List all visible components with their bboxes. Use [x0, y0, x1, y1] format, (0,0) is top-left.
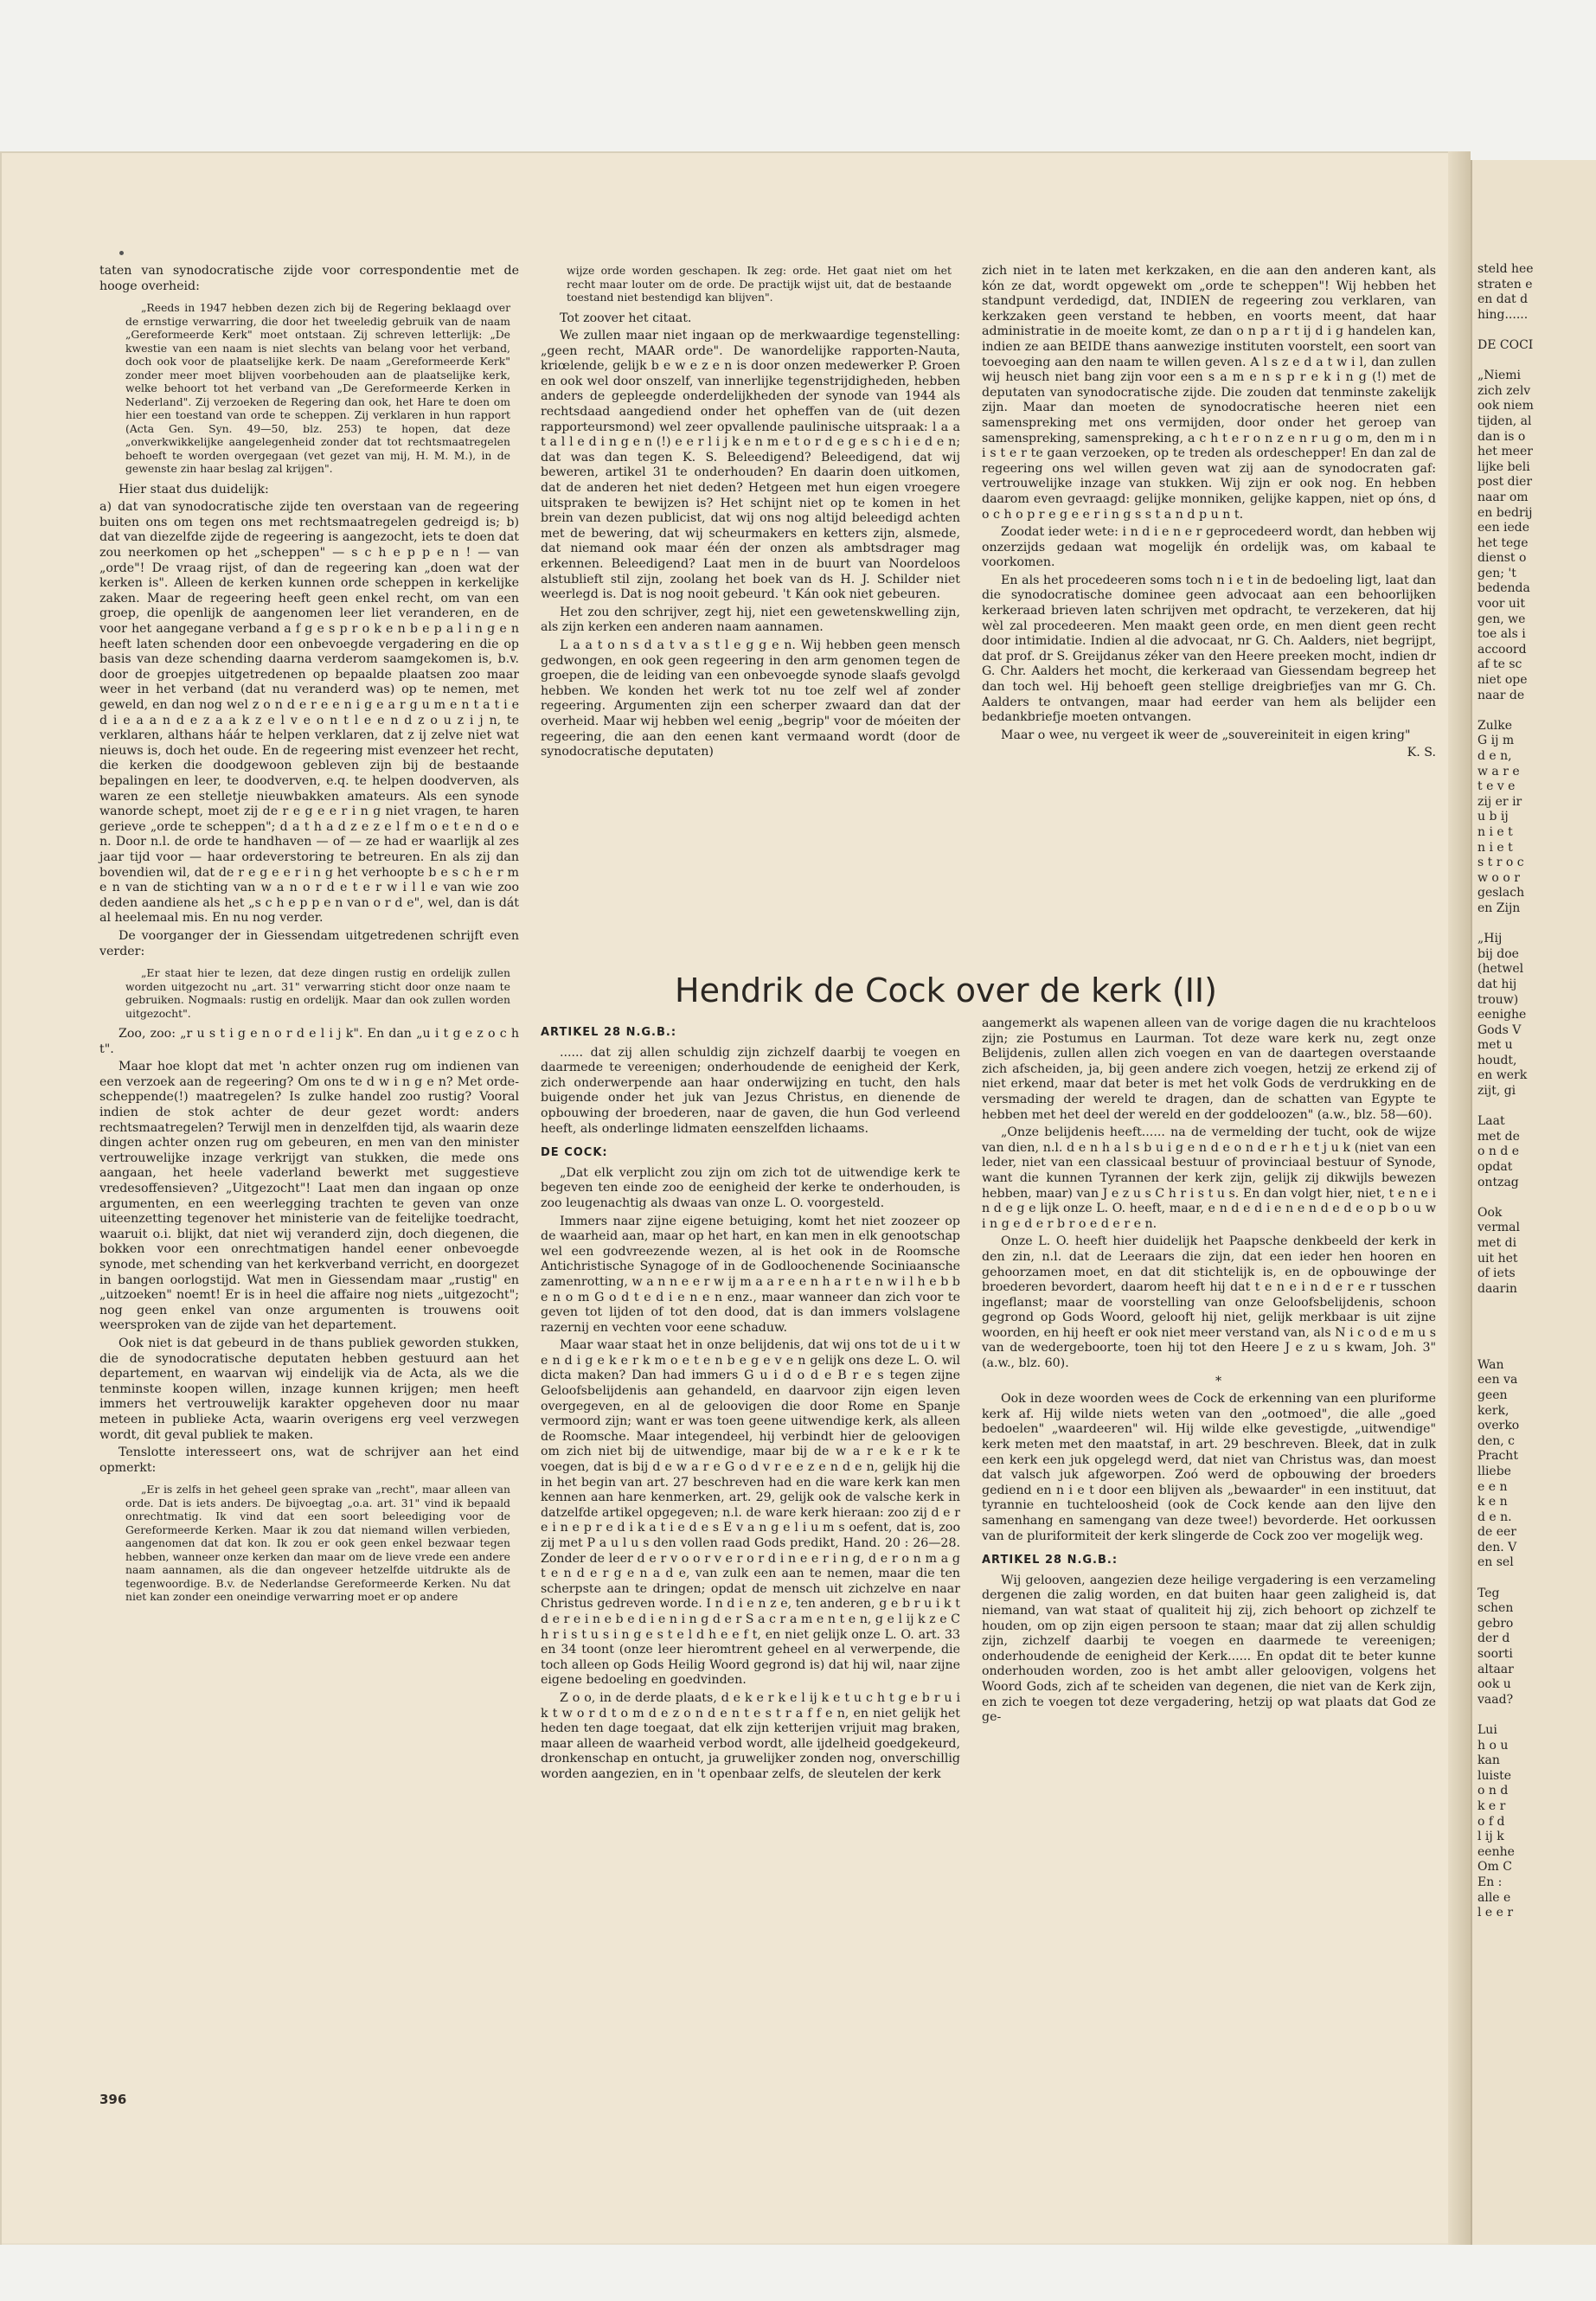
adjacent-page-line: een iede	[1477, 521, 1530, 535]
adjacent-page-line: met di	[1477, 1236, 1517, 1250]
adjacent-page-line: Laat	[1477, 1114, 1505, 1129]
adjacent-page-line: trouw)	[1477, 992, 1519, 1007]
adjacent-page-line: gen; 't	[1477, 566, 1516, 580]
adjacent-page-line: en dat d	[1477, 292, 1529, 307]
adjacent-page-line: „Niemi	[1477, 369, 1522, 383]
adjacent-page-line: kerk,	[1477, 1403, 1509, 1418]
adjacent-page-line: ontzag	[1477, 1175, 1519, 1189]
adjacent-page-line: lijke beli	[1477, 459, 1530, 474]
col2-p3: Het zou den schrijver, zegt hij, niet een gewetenskwelling zijn, als zijn kerken een anderen naam aannamen.	[541, 605, 960, 635]
adjacent-page-line: af te sc	[1477, 657, 1522, 672]
col3b-p2: „Onze belijdenis heeft...... na de vermelding der tucht, ook de wijze van dien, n.l. d e n h a l s b u i g e n d e o n d e r h e t j u k (niet van een leder, niet van een classicaal bestuur of provinciaal bestuur of Synode, want die kunnen Tyrannen der kerk zijn, gelijk zij dikwijls bewezen hebben, maar) van J e z u s C h r i s t u s. En dan volgt hier, niet, t e n e i n d e g e lijk onze L. O. heeft, maar, e n d e d i e n e n d e d e o p b o u w i n g e d e r b r o e d e r e n.	[982, 1125, 1436, 1231]
col2-quote-end: wijze orde worden geschapen. Ik zeg: orde. Het gaat niet om het recht maar louter om de orde. De practijk wijst uit, dat de bestaande toestand niet bestendigd kan blijven".	[567, 264, 952, 304]
col1-quote1: „Reeds in 1947 hebben dezen zich bij de Regering beklaagd over de ernstige verwarring, die door het tweeledig gebruik van de naam „Gereformeerde Kerk" moet ontstaan. Zij schreven letterlijk: „De kwestie van een naam is niet slechts van belang voor het verband, doch ook voor de plaatselijke kerk. De naam „Gereformeerde Kerk" zonder meer moet blijven voorbehouden aan de plaatselijke kerk, welke behoort tot het verband van „De Gereformeerde Kerken in Nederland". Zij verzoeken de Regering dan ook, het Hare te doen om hier een toestand van orde te scheppen. Zij verklaren in hun rapport (Acta Gen. Syn. 49—50, blz. 253) te hopen, dat deze „onverkwikkelijke aangelegenheid zonder dat tot rechtsmaatregelen behoeft te worden overgegaan (vet gezet van mij, H. M. M.), in de gewenste zin haar beslag zal krijgen".	[125, 301, 510, 476]
adjacent-page-line: En :	[1477, 1875, 1503, 1889]
column-3-top	[982, 264, 1436, 764]
adjacent-page-line	[1477, 323, 1594, 338]
col1-p2: a) dat van synodocratische zijde ten overstaan van de regeering buiten ons om tegen ons met rechtsmaatregelen gedreigd is; b) dat van diezelfde zijde de regeering is aangezocht, iets te doen dat zou neerkomen op het „scheppen" — s c h e p p e n ! — van „orde"! De vraag rijst, of dan de regeering kan „doen wat der kerken is". Alleen de kerken kunnen orde scheppen in kerkelijke zaken. Maar de regeering heeft geen enkel recht, om van een groep, die openlijk de aangenomen leer liet veranderen, en de voor het aangegane verband a f g e s p r o k e n b e p a l i n g e n heeft laten schenden door een onbevoegde vergadering en die op basis van deze schending daarna verderom saamgekomen is, b.v. door de groepjes uitgetredenen op bepaalde plaatsen zoo maar weer in het verband (dat nu veranderd was) op te nemen, met geweld, en dan nog wel z o n d e r e e n i g e a r g u m e n t a t i e d i e a a n d e z a a k z e l v e o n t l e e n d z o u z i j n, te verklaren, althans háár te helpen verklaren, dat z ij zelve niet wat nieuws is, doch het oude. En de regeering mist evenzeer het recht, die kerken die doodgewoon gebleven zijn bij de bestaande bepalingen en leer, te doodverven, e.q. te helpen doodverven, als waren ze een stelletje nieuwbakken amateurs. Als een synode wanorde schept, moet zij de r e g e e r i n g niet vragen, te haren gerieve „orde te scheppen"; d a t h a d z e z e l f m o e t e n d o e n. Door n.l. de orde te handhaven — of — ze had er waarlijk al zes jaar tijd voor — haar ordeverstoring te betreuren. En als zij dan bovendien wil, dat de r e g e e r i n g het verhoopte b e s c h e r m e n van de stichting van w a n o r d e t e r w i l l e van wie zoo deden aandiene als het „s c h e p p e n van o r d e", wel, dan is dát al heelemaal mis. En nu nog verder.	[99, 500, 519, 926]
adjacent-page-line: lliebe	[1477, 1464, 1511, 1478]
adjacent-page-line: der d	[1477, 1631, 1510, 1646]
adjacent-page-line: geen	[1477, 1388, 1508, 1402]
adjacent-page-line	[1477, 1328, 1594, 1343]
col1-quote2: „Er staat hier te lezen, dat deze dingen rustig en ordelijk zullen worden uitgezocht nu „art. 31" verwarring sticht door onze naam te gebruiken. Nogmaals: rustig en ordelijk. Maar dan ook zullen worden uitgezocht".	[125, 966, 510, 1020]
adjacent-page-line: niet ope	[1477, 673, 1528, 688]
adjacent-page-text	[1477, 262, 1594, 1921]
column-3-bottom	[982, 1016, 1436, 1728]
adjacent-page-line: Gods V	[1477, 1022, 1522, 1037]
adjacent-page-line: d e n,	[1477, 749, 1512, 763]
col3-signature: K. S.	[1407, 746, 1436, 760]
col3b-p1: aangemerkt als wapenen alleen van de vorige dagen die nu krachteloos zijn; zie Postumus en Laurman. Tot deze ware kerk nu, zegt onze Belijdenis, zullen allen zich voegen en van de daartegen overstaande zich afscheiden, ja, bij geen andere zich voegen, hetzij ze erkend zij of niet erkend, maar dat beter is met het volk Gods de verdrukking en de versmading der wereld te dragen, dan de schatten van Egypte te hebben met het deel der wereld en der goddeloozen" (a.w., blz. 58—60).	[982, 1016, 1436, 1122]
quote-block-3	[125, 1483, 510, 1604]
adjacent-page-line	[1477, 1190, 1594, 1206]
section-separator: *	[1215, 1374, 1222, 1388]
adjacent-page-line: Teg	[1477, 1586, 1500, 1600]
adjacent-page-line: l ij k	[1477, 1830, 1504, 1844]
adjacent-page-line: o f d	[1477, 1814, 1505, 1829]
col3b-p5: Wij gelooven, aangezien deze heilige vergadering is een verzameling dergenen die zalig worden, en dat buiten haar geen zaligheid is, dat niemand, van wat staat of qualiteit hij zij, zich behoort op zichzelf te houden, om op zijn eigen persoon te staan; maar dat zij allen schuldig zijn, zichzelf daarbij te voegen en daarmede te vereenigen; onderhoudende de eenigheid der Kerk...... En opdat dit te beter kunne onderhouden worden, zoo is het ambt aller geloovigen, volgens het Woord Gods, zich af te scheiden van degenen, die niet van de Kerk zijn, en zich te voegen tot deze vergadering, hetzij op wat plaats dat God ze ge-	[982, 1573, 1436, 1725]
adjacent-page-line: Ook	[1477, 1205, 1503, 1220]
adjacent-page-line	[1477, 703, 1594, 719]
adjacent-page-line: Lui	[1477, 1723, 1497, 1737]
quote-block-2	[125, 966, 510, 1020]
adjacent-page-line: Pracht	[1477, 1449, 1518, 1464]
adjacent-page-line	[1477, 1571, 1594, 1586]
adjacent-page-line: toe als i	[1477, 627, 1526, 642]
bullet-dot	[119, 251, 124, 255]
adjacent-page-line: Om C	[1477, 1860, 1512, 1875]
col2b-p4: Maar waar staat het in onze belijdenis, dat wij ons tot de u i t w e n d i g e k e r k m o e t e n b e g e v e n gelijk ons deze L. O. wil dicta maken? Dan had immers G u i d o d e B r e s tegen zijne Geloofsbelijdenis aan gehandeld, en daarvoor zijn eigen leven overgegeven, en al de geloovigen die door Rome en Spanje vermoord zijn; want er was toen geene uitwendige kerk, als alleen de Roomsche. Maar integendeel, hij verbindt hier de geloovigen om zich niet bij de uitwendige, maar bij de w a r e k e r k te voegen, dat is bij d e w a r e G o d v r e e z e n d e n, gelijk hij die in het begin van art. 27 beschreven had en die ware kerk kan men kennen aan hare kenmerken, art. 29, gelijk ook de valsche kerk in datzelfde artikel opgegeven; n.l. de ware kerk hieraan: zoo zij d e r e i n e p r e d i k a t i e d e s E v a n g e l i u m s oefent, dat is, zoo zij met P a u l u s den vollen raad Gods predikt, Hand. 20 : 26—28. Zonder de leer d e r v o o r v e r o r d i n e e r i n g, d e r o n m a g t e n d e r g e n a d e, van zulk een aan te nemen, maar die ten scherpste aan te dringen; opdat de mensch uit zichzelve en naar Christus gedreven worde. I n d i e n z e, ten anderen, g e b r u i k t d e r e i n e b e d i e n i n g d e r S a c r a m e n t e n, g e l ij k z e C h r i s t u s i n g e s t e l d h e e f t, en niet gelijk onze L. O. art. 33 en 34 toont (onze leer hieromtrent geheel en al verwerpende, die toch alleen op Gods Heilig Woord gegrond is) dat hij wil, naar zijne eigene bedoeling en goedvinden.	[541, 1338, 960, 1688]
adjacent-page-line: en Zijn	[1477, 901, 1521, 915]
quote-block-end	[567, 264, 952, 304]
col1-p3: De voorganger der in Giessendam uitgetredenen schrijft even verder:	[99, 928, 519, 958]
col3-p3: En als het procedeeren soms toch n i e t in de bedoeling ligt, laat dan die synodocratische dominee geen advocaat aan een behoorlijken kerkeraad brieven laten schrijven met opdracht, te verzekeren, dat hij wèl zal procedeeren. Men maakt geen orde, en men dient geen recht door intimidatie. Indien al die advocaat, nr G. Ch. Aalders, niet begrijpt, dat prof. dr S. Greijdanus zéker van den Heere preeken mocht, indien dr G. Chr. Aalders het mocht, die kerkeraad van Giessendam begreep het dan toch wel. Hij behoeft geen stellige dreigbriefjes van mr G. Ch. Aalders te ontvangen, maar had eerder van hem als belijder een bedankbriefje moeten ontvangen.	[982, 573, 1436, 725]
adjacent-page-line: naar om	[1477, 490, 1529, 504]
adjacent-page-line: bedenda	[1477, 581, 1530, 596]
adjacent-page-line: naar de	[1477, 688, 1525, 702]
adjacent-page-line: bij doe	[1477, 946, 1519, 961]
article-headline: Hendrik de Cock over de kerk (II)	[675, 971, 1217, 1009]
column-2-top	[541, 264, 960, 763]
adjacent-page-line: k e r	[1477, 1798, 1506, 1813]
adjacent-page-line: dat hij	[1477, 977, 1517, 991]
adjacent-page-line: u b ij	[1477, 810, 1509, 824]
adjacent-page-line: e e n	[1477, 1479, 1508, 1494]
adjacent-page-line	[1477, 354, 1594, 369]
adjacent-page-line: o n d	[1477, 1784, 1509, 1798]
adjacent-page-line: met de	[1477, 1129, 1520, 1144]
adjacent-page-line: houdt,	[1477, 1053, 1517, 1067]
adjacent-page-line: accoord	[1477, 642, 1527, 657]
adjacent-page-line: straten e	[1477, 277, 1533, 292]
adjacent-page-line: gen, we	[1477, 612, 1526, 626]
adjacent-page-line: w o o r	[1477, 870, 1520, 885]
adjacent-page-line: DE COCI	[1477, 337, 1534, 352]
col2b-heading-2: DE COCK:	[541, 1146, 608, 1160]
col2b-p2: „Dat elk verplicht zou zijn om zich tot de uitwendige kerk te begeven ten einde zoo de eenigheid der kerke te onderhouden, is zoo leugenachtig als dwaas van onze L. O. voorgesteld.	[541, 1165, 960, 1210]
adjacent-page-line: geslach	[1477, 886, 1525, 901]
adjacent-page-line: d e n.	[1477, 1509, 1512, 1524]
adjacent-page-line: luiste	[1477, 1768, 1512, 1783]
adjacent-page-line: k e n	[1477, 1495, 1508, 1509]
adjacent-page-edge	[1471, 160, 1596, 2245]
adjacent-page-line: (hetwel	[1477, 962, 1524, 977]
adjacent-page-line: gebro	[1477, 1616, 1514, 1631]
adjacent-page-line	[1477, 1343, 1594, 1358]
col2b-heading-1: ARTIKEL 28 N.G.B.:	[541, 1026, 677, 1039]
adjacent-page-line: post dier	[1477, 475, 1533, 490]
col3b-p4: Ook in deze woorden wees de Cock de erkenning van een pluriforme kerk af. Hij wilde niets weten van den „ootmoed", die alle „goed bedoelen" „waardeeren" wil. Hij wilde elke gevestigde, „uitwendige" kerk meten met den maatstaf, in art. 29 beschreven. Bleek, dat in zulk een kerk een juk opgelegd werd, dat niet van Christus was, dan moest dat valsch juk afgeworpen. Zoó werd de opbouwing der broeders gediend en n i e t door een blijven als „bewaarder" in een instituut, dat tyrannie en tuchteloosheid (ook de Cock kende aan den lijve den samenhang en samengang van deze twee!) bevorderde. Het oorkussen van de pluriformiteit der kerk slingerde de Cock zoo ver mogelijk weg.	[982, 1392, 1436, 1543]
adjacent-page-line: en bedrij	[1477, 505, 1533, 520]
adjacent-page-line	[1477, 1312, 1594, 1328]
adjacent-page-line: een va	[1477, 1373, 1518, 1388]
adjacent-page-line: vaad?	[1477, 1692, 1514, 1707]
col2-p2: We zullen maar niet ingaan op de merkwaardige tegenstelling: „geen recht, MAAR orde". De wanordelijke rapporten-Nauta, kriœlende, gelijk b e w e z e n is door onzen medewerker P. Groen en ook wel door onszelf, van innerlijke tegenstrijdigheden, hebben anders de gepleegde onderdelijkheden der synode van 1944 als rechtsdaad aangediend onder het opheffen van de (uit dezen rapporteursmond) wel zeer opvallende paulinische uitspraak: l a a t a l l e d i n g e n (!) e e r l i j k e n m e t o r d e g e s c h i e d e n; dat was dan tegen K. S. Beleedigend? Beleedigend, dat wij beweren, artikel 31 te onderhouden? En daarin doen uitkomen, dat de anderen het niet deden? Hetgeen met hun eigen vroegere uitspraken te bewijzen is? Het schijnt niet op te komen in het brein van dezen publicist, dat wij ons nog altijd beleedigd achten met de bewering, dat wij scheurmakers en ketters zijn, alsmede, dat niemand ook maar één der onzen als ambtsdrager mag erkennen. Beleedigend? Laat men in de buurt van Noordeloos alstublieft stil zijn, zoolang het boek van ds H. J. Schilder niet weerlegd is. Dat is nog nooit gebeurd. 't Kán ook niet gebeuren.	[541, 329, 960, 602]
adjacent-page-line: den. V	[1477, 1540, 1517, 1554]
adjacent-page-line: o n d e	[1477, 1144, 1520, 1159]
quote-block-1	[125, 301, 510, 476]
adjacent-page-line: den, c	[1477, 1433, 1516, 1448]
col1-intro: taten van synodocratische zijde voor correspondentie met de hooge overheid:	[99, 264, 519, 293]
adjacent-page-line: zich zelv	[1477, 383, 1531, 398]
adjacent-page-line: met u	[1477, 1038, 1513, 1053]
adjacent-page-line: eenighe	[1477, 1008, 1527, 1022]
col2-p4: L a a t o n s d a t v a s t l e g g e n. Wij hebben geen mensch gedwongen, en ook geen regeering in den arm genomen tegen de groepen, die de leiding van een onbevoegde synode slaafs gevolgd hebben. We konden het werk tot nu toe zelf wel af zonder regeering. Argumenten zijn een scherper zwaard dan dat der overheid. Maar wij hebben wel eenig „begrip" voor de móeiten der regeering, die aan den eenen kant vermaand wordt (door de synodocratische deputaten)	[541, 638, 960, 760]
adjacent-page-line: t e v e	[1477, 779, 1516, 794]
col3-p2: Zoodat ieder wete: i n d i e n e r geprocedeerd wordt, dan hebben wij onzerzijds gedaan wat mogelijk én ordelijk was, om kabaal te voorkomen.	[982, 525, 1436, 570]
col2b-p1: ...... dat zij allen schuldig zijn zichzelf daarbij te voegen en daarmede te vereenigen; onderhoudende de eenigheid der Kerk, zich onderwerpende aan haar onderwijzing en tucht, den hals buigende onder het juk van Jezus Christus, en dienende de opbouwing der broederen, naar de gaven, die hun God verleend heeft, als onderlinge lidmaten eenszelfden lichaams.	[541, 1045, 960, 1136]
adjacent-page-line: n i e t	[1477, 824, 1513, 839]
adjacent-page-line: voor uit	[1477, 597, 1526, 612]
adjacent-page-line: het tege	[1477, 535, 1529, 550]
adjacent-page-line: dienst o	[1477, 551, 1527, 566]
col2-p1: Tot zoover het citaat.	[560, 311, 692, 325]
col3-p4: Maar o wee, nu vergeet ik weer de „souvereiniteit in eigen kring"	[1001, 727, 1411, 742]
adjacent-page-line: en sel	[1477, 1555, 1514, 1570]
adjacent-page-line: uit het	[1477, 1251, 1518, 1266]
adjacent-page-line: eenhe	[1477, 1844, 1515, 1859]
adjacent-page-line: „Hij	[1477, 932, 1503, 946]
adjacent-page-line: zijt, gi	[1477, 1084, 1516, 1099]
adjacent-page-line	[1477, 1297, 1594, 1312]
adjacent-page-line	[1477, 917, 1594, 933]
adjacent-page-line: zij er ir	[1477, 794, 1522, 809]
adjacent-page-line: vermal	[1477, 1221, 1520, 1235]
page-number: 396	[99, 2092, 127, 2107]
column-1	[99, 264, 519, 1611]
adjacent-page-line: altaar	[1477, 1662, 1514, 1676]
adjacent-page-line: of iets	[1477, 1266, 1516, 1281]
column-2-bottom	[541, 1016, 960, 1785]
col1-p5: Maar hoe klopt dat met 'n achter onzen rug om indienen van een verzoek aan de regeering? Om ons te d w i n g e n? Met orde-scheppende(!) maatregelen? Is zulke handel zoo rustig? Vooral indien de stok achter de deur gezet wordt: anders rechtsmaatregelen? Terwijl men in denzelfden tijd, als waarin deze dingen achter onzen rug om gebeuren, en men van den minister vertrouwelijke inzage verkrijgt van stukken, die mede ons aangaan, het heele vaderland bewerkt met suggestieve vredesoffensieven? „Uitgezocht"! Laat men dan ingaan op onze argumenten, en een weerlegging trachten te geven van onze uiteenzetting tegenover het ministerie van de feitelijke toedracht, waaruit o.i. blijkt, dat niet wij veranderd zijn, doch diegenen, die bokken voor een onrechtmatigen handel eener onbevoegde synode, met schending van het kerkverband verricht, en doorgezet in bangen oorlogstijd. Wat men in Giessendam maar „rustig" en „uitzoeken" noemt! Er is in heel die affaire nog niets „uitgezocht"; nog geen enkel van onze argumenten is trouwens ooit weersproken van de zijde van het departement.	[99, 1060, 519, 1333]
adjacent-page-line: dan is o	[1477, 429, 1526, 444]
adjacent-page-line: steld hee	[1477, 262, 1534, 276]
adjacent-page-line: l e e r	[1477, 1906, 1514, 1920]
adjacent-page-line: Zulke	[1477, 718, 1512, 733]
adjacent-page-line: daarin	[1477, 1281, 1517, 1296]
adjacent-page-line	[1477, 1099, 1594, 1115]
adjacent-page-line: overko	[1477, 1419, 1520, 1433]
col3b-p3: Onze L. O. heeft hier duidelijk het Paapsche denkbeeld der kerk in den zin, n.l. dat de Leeraars die zijn, dat een ieder hen hooren en gehoorzamen moet, en dat dit stichtelijk is, en de opbouwinge der broederen bevordert, daarom heeft hij dat t e n e i n d e r e r tusschen ingeflanst; maar de voorstelling van onze Geloofsbelijdenis, schoon gegrond op Gods Woord, gelooft hij niet, gelijk merkbaar is uit zijne woorden, en hij heeft er ook niet meer verstand van, als N i c o d e m u s van de wedergeboorte, toen hij tot den Heere J e z u s kwam, Joh. 3" (a.w., blz. 60).	[982, 1234, 1437, 1371]
adjacent-page-line: de eer	[1477, 1525, 1516, 1540]
col1-p6: Ook niet is dat gebeurd in de thans publiek geworden stukken, die de synodocratische deputaten hebben gestuurd aan het departement, en waarvan wij eindelijk via de Acta, als we die tenminste koopen willen, inzage kunnen krijgen; men heeft immers het vertrouwelijk karakter opgeheven door nu maar meteen in publieke Acta, waarin overigens erg veel verzwegen wordt, dit geval publiek te maken.	[99, 1336, 519, 1442]
adjacent-page-line: het meer	[1477, 445, 1533, 459]
adjacent-page-line: s t r o c	[1477, 856, 1524, 870]
adjacent-page-line: ook u	[1477, 1677, 1511, 1692]
adjacent-page-line: en werk	[1477, 1068, 1528, 1083]
col2b-p3: Immers naar zijne eigene betuiging, komt het niet zoozeer op de waarheid aan, maar op het hart, en kan men in elk genootschap wel een godvreezende wezen, al is het ook in de Roomsche Antichristische Synagoge of in de Godloochenende Sociniaansche zamenrotting, w a n n e e r w ij m a a r e e n h a r t e n w i l h e b b e n o m G o d t e d i e n e n enz., maar wanneer dan zich voor te geven tot lijden of tot den dood, dat is dan immers volslagene razernij en vechten voor eene schaduw.	[541, 1214, 960, 1335]
adjacent-page-line: ook niem	[1477, 399, 1534, 413]
adjacent-page-line: hing......	[1477, 307, 1529, 322]
adjacent-page-line: n i e t	[1477, 840, 1513, 855]
col1-p1: Hier staat dus duidelijk:	[119, 482, 269, 497]
adjacent-page-line: schen	[1477, 1601, 1514, 1616]
adjacent-page-line: G ij m	[1477, 734, 1515, 748]
col1-quote3: „Er is zelfs in het geheel geen sprake van „recht", maar alleen van orde. Dat is iets anders. De bijvoegtag „o.a. art. 31" vind ik bepaald onrechtmatig. Ik vind dat een soort beleediging voor de Gereformeerde Kerken. Maar ik zou dat niemand willen verbieden, aangenomen dat dat kon. Ik zou er ook geen enkel bezwaar tegen hebben, wanneer onze kerken dan maar om de lieve vrede een andere naam aannamen, als die dan ongeveer hetzelfde uitdrukte als de tegenwoordige. B.v. de Nederlandse Gereformeerde Kerken. Nu dat niet kan zonder een oneindige verwarring moet er op andere	[125, 1483, 510, 1604]
col1-p7: Tenslotte interesseert ons, wat de schrijver aan het eind opmerkt:	[99, 1445, 519, 1475]
col1-p4: Zoo, zoo: „r u s t i g e n o r d e l i j k". En dan „u i t g e z o c h t".	[99, 1027, 519, 1056]
adjacent-page-line	[1477, 1708, 1594, 1723]
adjacent-page-line: soorti	[1477, 1647, 1513, 1662]
col2b-p5: Z o o, in de derde plaats, d e k e r k e l ij k e t u c h t g e b r u i k t w o r d t o m d e z o n d e n t e s t r a f f e n, en niet gelijk het heden ten dage toegaat, dat elk zijn ketterijen vrijuit mag braken, maar alleen de waarheid verbod wordt, alle ijdelheid goedgekeurd, dronkenschap en ontucht, ja gruwelijker zonden nog, onverschillig worden aangezien, en in 't openbaar zelfs, de sleutelen der kerk	[541, 1690, 960, 1781]
adjacent-page-line: w a r e	[1477, 764, 1520, 779]
adjacent-page-line: h o u	[1477, 1738, 1509, 1753]
adjacent-page-line: kan	[1477, 1753, 1500, 1768]
col3-p1: zich niet in te laten met kerkzaken, en die aan den anderen kant, als kón ze dat, wordt opgewekt om „orde te scheppen"! Wij hebben het standpunt verdedigd, dat, INDIEN de regeering zou verklaren, van kerkzaken geen verstand te hebben, en voorts meent, dat haar administratie in de moeite komt, ze dan o n p a r t ij d i g handelen kan, indien ze aan BEIDE thans aanwezige instituten voorstelt, een soort van toevoeging aan den naam te willen geven. A l s z e d a t w i l, dan zullen wij heusch niet bang zijn voor een s a m e n s p r e k i n g (!) met de deputaten van synodocratische zijde. Die zouden dat tenminste zakelijk zijn. Maar dan moeten de synodocratische heeren niet een samenspreking met ons vermijden, door onder het geroep van samenspreking, samenspreking, a c h t e r o n z e n r u g o m, den m i n i s t e r te gaan verzoeken, op te treden als ordeschepper! En dan zal de regeering ons wel willen geven wat zij aan de synodocraten gaf: vertrouwelijke inzage van stukken. Wij zijn er ook nog. En hebben daarom even gevraagd: gelijke monniken, gelijke kappen, niet op óns, d o c h o p r e g e e r i n g s s t a n d p u n t.	[982, 264, 1436, 522]
adjacent-page-line: opdat	[1477, 1160, 1513, 1175]
adjacent-page-line: Wan	[1477, 1357, 1504, 1372]
adjacent-page-line: alle e	[1477, 1890, 1511, 1905]
col3b-heading: ARTIKEL 28 N.G.B.:	[982, 1554, 1118, 1567]
adjacent-page-line: tijden, al	[1477, 413, 1532, 428]
